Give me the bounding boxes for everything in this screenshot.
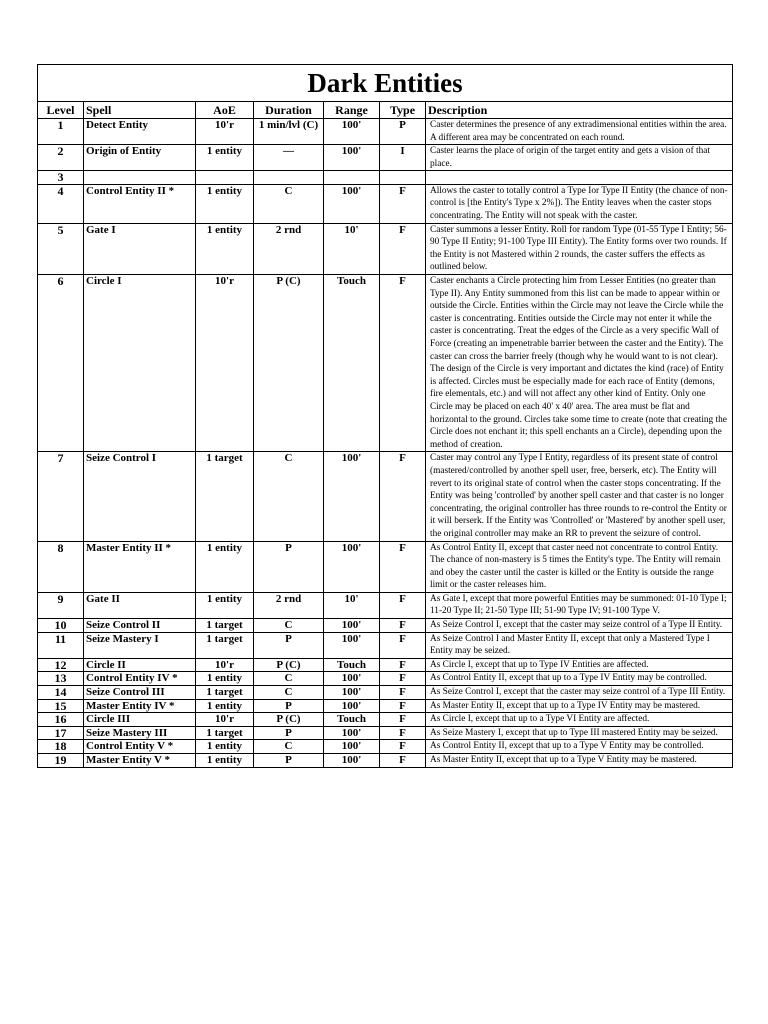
- level-cell: 12: [38, 658, 84, 672]
- spell-name-cell: Origin of Entity: [84, 145, 196, 171]
- aoe-cell: 1 target: [196, 686, 254, 700]
- level-cell: 4: [38, 184, 84, 223]
- duration-cell: 2 rnd: [254, 592, 324, 618]
- range-cell: 100': [324, 740, 380, 754]
- table-row: [38, 541, 733, 592]
- spell-name-cell: [84, 171, 196, 185]
- level-cell: 18: [38, 740, 84, 754]
- level-cell: 1: [38, 119, 84, 145]
- aoe-cell: 1 entity: [196, 223, 254, 274]
- range-cell: 100': [324, 541, 380, 592]
- header-type: Type: [380, 102, 426, 119]
- type-cell: F: [380, 699, 426, 713]
- range-cell: 100': [324, 699, 380, 713]
- aoe-cell: 1 entity: [196, 740, 254, 754]
- header-description: Description: [426, 102, 733, 119]
- level-cell: 14: [38, 686, 84, 700]
- range-cell: [324, 171, 380, 185]
- range-cell: 100': [324, 145, 380, 171]
- spell-name-cell: Circle III: [84, 713, 196, 727]
- duration-cell: P (C): [254, 713, 324, 727]
- level-cell: 16: [38, 713, 84, 727]
- description-cell: As Seize Control I and Master Entity II, except that only a Mastered Type I Entity may be seized.: [426, 632, 733, 658]
- description-cell: As Seize Mastery I, except that up to Type III mastered Entity may be seized.: [426, 726, 733, 740]
- aoe-cell: 10'r: [196, 713, 254, 727]
- spell-name-cell: Seize Control II: [84, 619, 196, 633]
- range-cell: 100': [324, 754, 380, 768]
- table-row: [38, 699, 733, 713]
- level-cell: 19: [38, 754, 84, 768]
- duration-cell: 2 rnd: [254, 223, 324, 274]
- spell-name-cell: Seize Control I: [84, 452, 196, 541]
- header-aoe: AoE: [196, 102, 254, 119]
- duration-cell: C: [254, 672, 324, 686]
- aoe-cell: 1 target: [196, 452, 254, 541]
- description-cell: Caster determines the presence of any extradimensional entities within the area. A different area may be concentrated on each round.: [426, 119, 733, 145]
- table-row: [38, 171, 733, 185]
- level-cell: 17: [38, 726, 84, 740]
- table-row: [38, 686, 733, 700]
- description-cell: Allows the caster to totally control a Type Ior Type II Entity (the chance of non-control is [the Entity's Type x 2%]). The Entity leaves when the caster stops concentrating. The Entity will not speak with the caster.: [426, 184, 733, 223]
- spell-name-cell: Gate I: [84, 223, 196, 274]
- header-range: Range: [324, 102, 380, 119]
- spell-name-cell: Master Entity II *: [84, 541, 196, 592]
- level-cell: 7: [38, 452, 84, 541]
- table-row: [38, 619, 733, 633]
- description-cell: As Control Entity II, except that up to a Type V Entity may be controlled.: [426, 740, 733, 754]
- type-cell: F: [380, 632, 426, 658]
- aoe-cell: 1 target: [196, 632, 254, 658]
- aoe-cell: 10'r: [196, 658, 254, 672]
- range-cell: Touch: [324, 713, 380, 727]
- spell-name-cell: Circle II: [84, 658, 196, 672]
- type-cell: [380, 171, 426, 185]
- level-cell: 3: [38, 171, 84, 185]
- duration-cell: P (C): [254, 275, 324, 452]
- range-cell: 100': [324, 686, 380, 700]
- table-row: [38, 119, 733, 145]
- header-level: Level: [38, 102, 84, 119]
- spell-name-cell: Gate II: [84, 592, 196, 618]
- duration-cell: P: [254, 726, 324, 740]
- spell-name-cell: Seize Mastery I: [84, 632, 196, 658]
- duration-cell: C: [254, 740, 324, 754]
- type-cell: F: [380, 726, 426, 740]
- duration-cell: C: [254, 686, 324, 700]
- description-cell: As Seize Control I, except that the caster may seize control of a Type III Entity.: [426, 686, 733, 700]
- spell-name-cell: Control Entity V *: [84, 740, 196, 754]
- duration-cell: P (C): [254, 658, 324, 672]
- aoe-cell: 10'r: [196, 119, 254, 145]
- table-row: [38, 223, 733, 274]
- type-cell: F: [380, 275, 426, 452]
- spell-name-cell: Master Entity IV *: [84, 699, 196, 713]
- level-cell: 2: [38, 145, 84, 171]
- description-cell: As Circle I, except that up to Type IV Entities are affected.: [426, 658, 733, 672]
- spell-name-cell: Detect Entity: [84, 119, 196, 145]
- aoe-cell: 1 entity: [196, 699, 254, 713]
- range-cell: 100': [324, 452, 380, 541]
- description-cell: As Master Entity II, except that up to a Type V Entity may be mastered.: [426, 754, 733, 768]
- range-cell: 100': [324, 184, 380, 223]
- duration-cell: P: [254, 699, 324, 713]
- table-row: [38, 726, 733, 740]
- header-row: [38, 102, 733, 119]
- level-cell: 6: [38, 275, 84, 452]
- range-cell: 10': [324, 223, 380, 274]
- duration-cell: P: [254, 541, 324, 592]
- table-row: [38, 184, 733, 223]
- type-cell: F: [380, 658, 426, 672]
- description-cell: As Gate I, except that more powerful Entities may be summoned: 01-10 Type I; 11-20 Type II; 21-50 Type III; 51-90 Type IV; 91-100 Type V.: [426, 592, 733, 618]
- spell-name-cell: Seize Mastery III: [84, 726, 196, 740]
- document-page: [37, 64, 732, 768]
- duration-cell: C: [254, 184, 324, 223]
- range-cell: 10': [324, 592, 380, 618]
- description-cell: Caster summons a lesser Entity. Roll for random Type (01-55 Type I Entity; 56-90 Type II Entity; 91-100 Type III Entity). The Entity forms over two rounds. If the Entity is not Mastered within 2 rounds, the caster suffers the effects as outlined below.: [426, 223, 733, 274]
- type-cell: F: [380, 619, 426, 633]
- aoe-cell: 10'r: [196, 275, 254, 452]
- range-cell: 100': [324, 672, 380, 686]
- duration-cell: —: [254, 145, 324, 171]
- table-row: [38, 672, 733, 686]
- table-row: [38, 713, 733, 727]
- type-cell: F: [380, 672, 426, 686]
- table-row: [38, 452, 733, 541]
- level-cell: 9: [38, 592, 84, 618]
- type-cell: F: [380, 592, 426, 618]
- table-row: [38, 145, 733, 171]
- range-cell: 100': [324, 726, 380, 740]
- description-cell: As Control Entity II, except that up to a Type IV Entity may be controlled.: [426, 672, 733, 686]
- duration-cell: 1 min/lvl (C): [254, 119, 324, 145]
- description-cell: Caster may control any Type I Entity, regardless of its present state of control (mastered/controlled by another spell user, free, berserk, etc). The Entity will revert to its original state of control when the caster stops concentrating. If the Entity was being 'controlled' by another spell caster and that caster is no longer concentrating, the original controller has three rounds to re-control the Entity or it will berserk. If the Entity was 'Controlled' or 'Mastered' by another spell user, the original controller may make an RR to prevent the seizure of control.: [426, 452, 733, 541]
- level-cell: 10: [38, 619, 84, 633]
- table-row: [38, 658, 733, 672]
- table-row: [38, 275, 733, 452]
- spell-name-cell: Seize Control III: [84, 686, 196, 700]
- duration-cell: P: [254, 754, 324, 768]
- type-cell: F: [380, 223, 426, 274]
- spell-name-cell: Master Entity V *: [84, 754, 196, 768]
- aoe-cell: 1 entity: [196, 541, 254, 592]
- table-row: [38, 592, 733, 618]
- level-cell: 8: [38, 541, 84, 592]
- page-title: Dark Entities: [38, 65, 733, 102]
- title-row: [38, 65, 733, 102]
- type-cell: I: [380, 145, 426, 171]
- level-cell: 11: [38, 632, 84, 658]
- type-cell: P: [380, 119, 426, 145]
- description-cell: Caster learns the place of origin of the target entity and gets a vision of that place.: [426, 145, 733, 171]
- table-row: [38, 740, 733, 754]
- spell-name-cell: Control Entity IV *: [84, 672, 196, 686]
- spell-name-cell: Control Entity II *: [84, 184, 196, 223]
- header-spell: Spell: [84, 102, 196, 119]
- type-cell: F: [380, 541, 426, 592]
- aoe-cell: 1 target: [196, 726, 254, 740]
- type-cell: F: [380, 184, 426, 223]
- duration-cell: C: [254, 619, 324, 633]
- range-cell: 100': [324, 619, 380, 633]
- range-cell: Touch: [324, 658, 380, 672]
- aoe-cell: 1 entity: [196, 592, 254, 618]
- aoe-cell: [196, 171, 254, 185]
- description-cell: As Control Entity II, except that caster need not concentrate to control Entity. The chance of non-mastery is 5 times the Entity's type. The Entity will remain and obey the caster until the caster is killed or the Entity is outside the range limit or the caster releases him.: [426, 541, 733, 592]
- aoe-cell: 1 target: [196, 619, 254, 633]
- spell-name-cell: Circle I: [84, 275, 196, 452]
- header-duration: Duration: [254, 102, 324, 119]
- range-cell: 100': [324, 632, 380, 658]
- level-cell: 15: [38, 699, 84, 713]
- description-cell: As Master Entity II, except that up to a Type IV Entity may be mastered.: [426, 699, 733, 713]
- spell-table: [37, 64, 733, 768]
- aoe-cell: 1 entity: [196, 754, 254, 768]
- description-cell: As Seize Control I, except that the caster may seize control of a Type II Entity.: [426, 619, 733, 633]
- type-cell: F: [380, 452, 426, 541]
- duration-cell: [254, 171, 324, 185]
- table-row: [38, 754, 733, 768]
- duration-cell: C: [254, 452, 324, 541]
- aoe-cell: 1 entity: [196, 184, 254, 223]
- type-cell: F: [380, 740, 426, 754]
- aoe-cell: 1 entity: [196, 145, 254, 171]
- type-cell: F: [380, 686, 426, 700]
- duration-cell: P: [254, 632, 324, 658]
- level-cell: 5: [38, 223, 84, 274]
- type-cell: F: [380, 713, 426, 727]
- range-cell: 100': [324, 119, 380, 145]
- description-cell: Caster enchants a Circle protecting him from Lesser Entities (no greater than Type II). Any Entity summoned from this list can be made to appear within or outside the Circle. Entities within the Circle may not leave the Circle while the caster is concentrating. Entities outside the Circle may not enter it while the caster is concentrating. Treat the edges of the Circle as a very specific Wall of Force (creating an impenetrable barrier between the caster and the Entity). The caster can cross the barrier freely (though why he would want to is not clear). The design of the Circle is very important and dictates the kind (race) of Entity is affected. Circles must be especially made for each race of Entity (demons, fire elementals, etc.) and will not affect any other kind of Entity. Only one Circle may be placed on each 40' x 40' area. The area must be flat and horizontal to the ground. Circles take some time to create (note that creating the Circle does not enchant it; this spell enchants an a Circle), depending upon the method of creation.: [426, 275, 733, 452]
- range-cell: Touch: [324, 275, 380, 452]
- description-cell: [426, 171, 733, 185]
- description-cell: As Circle I, except that up to a Type VI Entity are affected.: [426, 713, 733, 727]
- type-cell: F: [380, 754, 426, 768]
- aoe-cell: 1 entity: [196, 672, 254, 686]
- table-row: [38, 632, 733, 658]
- level-cell: 13: [38, 672, 84, 686]
